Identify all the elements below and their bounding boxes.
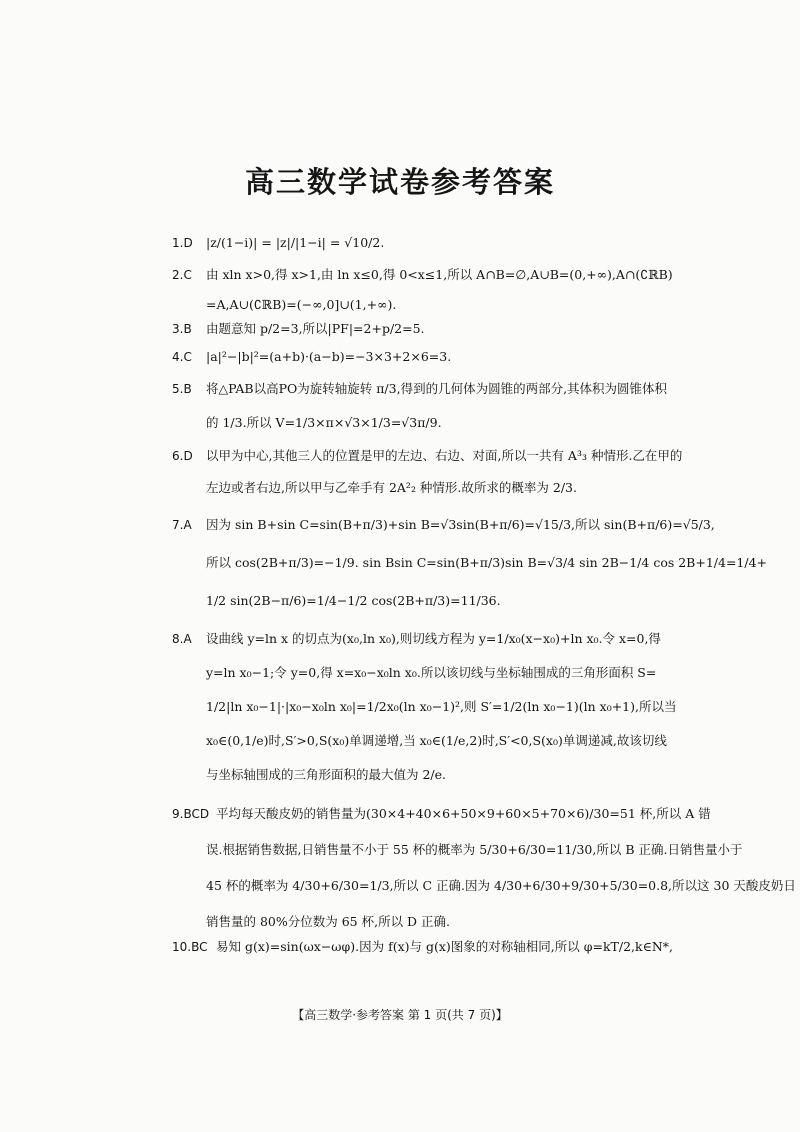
- answer-5: [172, 372, 668, 440]
- answer-text: 因为 sin B+sin C=sin(B+π/3)+sin B=√3sin(B+π/6)=√15/3,所以 sin(B+π/6)=√5/3,: [206, 517, 715, 532]
- answer-number: 1.D: [172, 236, 193, 250]
- answer-number: 3.B: [172, 322, 192, 336]
- answer-number: 6.D: [172, 449, 193, 463]
- answer-text: 平均每天酸皮奶的销售量为(30×4+40×6+50×9+60×5+70×6)/30=51 杯,所以 A 错: [216, 806, 711, 821]
- answer-text: y=ln x₀−1;令 y=0,得 x=x₀−x₀ln x₀.所以该切线与坐标轴围成的三角形面积 S=: [206, 665, 657, 680]
- answer-number: 4.C: [172, 350, 192, 364]
- answer-text: 将△PAB以高PO为旋转轴旋转 π/3,得到的几何体为圆锥的两部分,其体积为圆锥体积: [206, 381, 668, 396]
- answer-text: 由题意知 p/2=3,所以|PF|=2+p/2=5.: [206, 321, 425, 336]
- answer-text: 与坐标轴围成的三角形面积的最大值为 2/e.: [206, 767, 447, 782]
- answer-text: 误.根据销售数据,日销售量不小于 55 杯的概率为 5/30+6/30=11/30,所以 B 正确.日销售量小于: [206, 842, 743, 857]
- answer-text: =A,A∪(∁ℝB)=(−∞,0]∪(1,+∞).: [206, 297, 397, 312]
- answer-text: 以甲为中心,其他三人的位置是甲的左边、右边、对面,所以一共有 A³₃ 种情形.乙在甲的: [206, 448, 683, 463]
- answer-text: 易知 g(x)=sin(ωx−ωφ).因为 f(x)与 g(x)图象的对称轴相同,所以 φ=kT/2,k∈N*,: [216, 939, 673, 954]
- answer-number: 10.BC: [172, 940, 208, 954]
- page-footer: 【高三数学·参考答案 第 1 页(共 7 页)】: [292, 1008, 508, 1022]
- answer-text: 的 1/3.所以 V=1/3×π×√3×1/3=√3π/9.: [206, 415, 442, 430]
- answer-10: [172, 932, 673, 962]
- answer-text: 1/2 sin(2B−π/6)=1/4−1/2 cos(2B+π/3)=11/36.: [206, 593, 501, 608]
- answer-9: [172, 796, 796, 940]
- answer-text: x₀∈(0,1/e)时,S′>0,S(x₀)单调递增,当 x₀∈(1/e,2)时,S′<0,S(x₀)单调递减,故该切线: [206, 733, 667, 748]
- answer-1: [172, 228, 632, 258]
- answer-number: 9.BCD: [172, 807, 210, 821]
- answer-6: [172, 440, 683, 504]
- answer-text: 左边或者右边,所以甲与乙牵手有 2A²₂ 种情形.故所求的概率为 2/3.: [206, 480, 577, 495]
- answer-text: |z/(1−i)| = |z|/|1−i| = √10/2.: [206, 235, 385, 250]
- answer-2: [172, 260, 673, 320]
- answer-text: 设曲线 y=ln x 的切点为(x₀,ln x₀),则切线方程为 y=1/x₀(x−x₀)+ln x₀.令 x=0,得: [206, 631, 661, 646]
- answer-number: 8.A: [172, 632, 192, 646]
- answer-3: [172, 314, 632, 344]
- page-title: 高三数学试卷参考答案: [244, 165, 555, 199]
- answer-7: [172, 506, 768, 620]
- answer-4: [172, 342, 632, 372]
- answer-number: 7.A: [172, 518, 192, 532]
- answer-text: |a|²−|b|²=(a+b)·(a−b)=−3×3+2×6=3.: [206, 349, 452, 364]
- answer-text: 销售量的 80%分位数为 65 杯,所以 D 正确.: [206, 914, 451, 929]
- answer-text: 45 杯的概率为 4/30+6/30=1/3,所以 C 正确.因为 4/30+6/30+9/30+5/30=0.8,所以这 30 天酸皮奶日: [206, 878, 796, 893]
- answer-text: 1/2|ln x₀−1|·|x₀−x₀ln x₀|=1/2x₀(ln x₀−1)²,则 S′=1/2(ln x₀−1)(ln x₀+1),所以当: [206, 699, 677, 714]
- answer-text: 所以 cos(2B+π/3)=−1/9. sin Bsin C=sin(B+π/3)sin B=√3/4 sin 2B−1/4 cos 2B+1/4=1/4+: [206, 555, 768, 570]
- answer-8: [172, 622, 677, 792]
- answer-number: 5.B: [172, 382, 192, 396]
- answer-text: 由 xln x>0,得 x>1,由 ln x≤0,得 0<x≤1,所以 A∩B=∅,A∪B=(0,+∞),A∩(∁ℝB): [206, 267, 673, 282]
- answer-number: 2.C: [172, 268, 192, 282]
